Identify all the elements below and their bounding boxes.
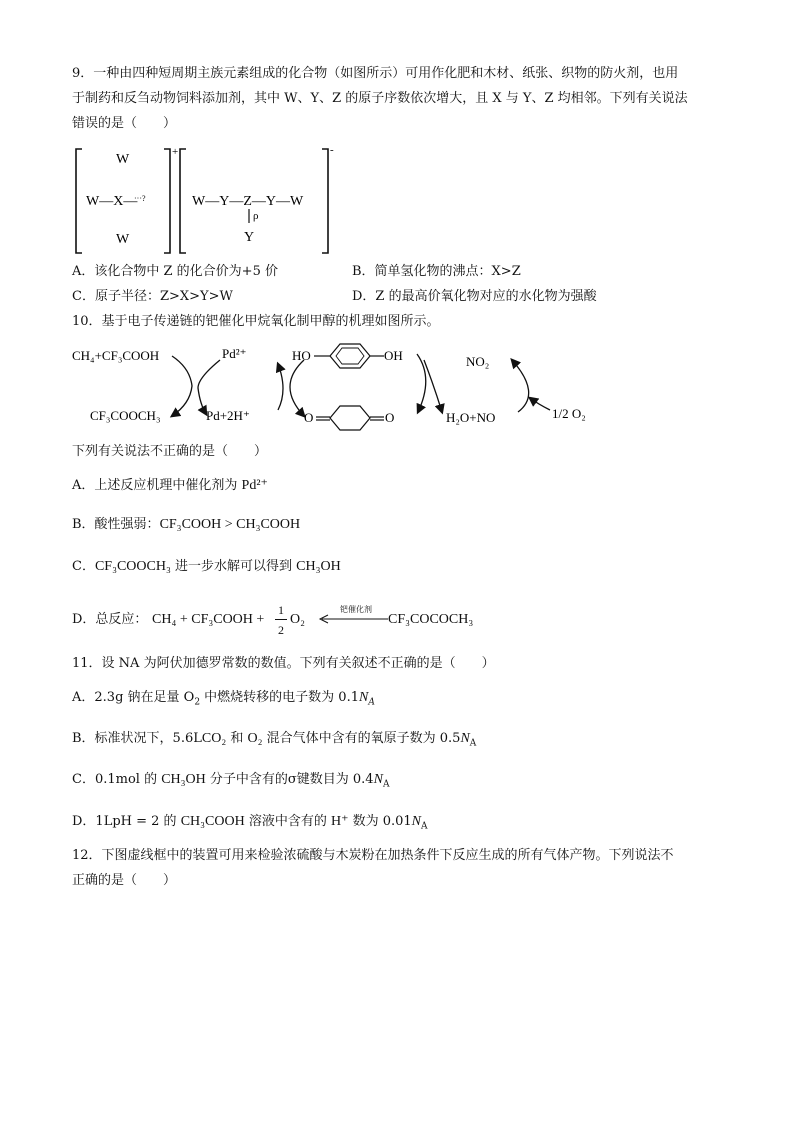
- q10-option-a: [72, 476, 268, 496]
- q11-option-d-text: D．1LpH = 2 的: [72, 814, 181, 829]
- cation-middle-right: ···?: [134, 194, 146, 203]
- oxygen-label: 1/2 O₂: [552, 406, 586, 421]
- q10-option-d-prefix: D．总反应：: [72, 612, 148, 627]
- no2-label: NO₂: [466, 354, 490, 369]
- q11-option-a-post: 中燃烧转移的电子数为 0.1: [200, 690, 359, 705]
- q11-option-b-na-sub: A: [469, 738, 477, 749]
- q11-option-c-na: N: [373, 772, 383, 787]
- water-no-label: H₂O+NO: [446, 410, 496, 425]
- cation-middle-left: W—X—: [86, 194, 138, 209]
- q10-option-a-formula: Pd²⁺: [241, 478, 268, 493]
- q11-option-b-post: 混合气体中含有的氧原子数为 0.5: [262, 731, 461, 746]
- q10-option-c: [72, 557, 341, 577]
- q10-option-b-text: B．酸性强弱：: [72, 517, 160, 532]
- q12-line-1: 12．下图虚线框中的装置可用来检验浓硫酸与木炭粉在加热条件下反应生成的所有气体产物。下列说法不: [72, 848, 674, 863]
- anion-charge: -: [330, 144, 334, 156]
- q10-option-a-text: A．上述反应机理中催化剂为: [72, 478, 242, 493]
- q11-option-b-text: B．标准状况下，5.6L: [72, 731, 202, 746]
- q11-option-b-mid: 和: [226, 731, 248, 746]
- hydroquinone-ho-label: HO: [292, 348, 311, 363]
- q10-option-c-formula-1: CF₃COOCH₃: [94, 559, 171, 574]
- product-label: CF₃COOCH₃: [90, 408, 161, 423]
- q10-line-2: 下列有关说法不正确的是（ ）: [72, 444, 268, 459]
- hydroquinone-oh-label: OH: [384, 348, 403, 363]
- q10-option-d-catalyst: 钯催化剂: [340, 605, 372, 614]
- q11-option-a-na: N: [359, 690, 369, 705]
- q9-line-1: 9．一种由四种短周期主族元素组成的化合物（如图所示）可用作化肥和木材、纸张、织物的防火剂，也用: [72, 66, 679, 81]
- q11-option-b: [72, 729, 476, 749]
- q11-option-b-o2: O₂: [247, 731, 263, 746]
- q10-option-b-formula: CF₃COOH > CH₃COOH: [159, 517, 301, 532]
- q11-option-d-na-sub: A: [421, 821, 428, 832]
- q11-option-a: [72, 688, 375, 708]
- q9-line-2: 于制药和反刍动物饲料添加剂，其中 W、Y、Z 的原子序数依次增大，且 X 与 Y、Z 均相邻。下列有关说法: [72, 91, 688, 106]
- q11-option-c-na-sub: A: [382, 779, 390, 790]
- q10-option-d-frac-den: 2: [278, 623, 284, 637]
- q11-option-c-ch3oh: CH₃OH: [161, 772, 206, 787]
- q10-option-c-mid: 进一步水解可以得到: [170, 559, 297, 574]
- q10-option-d-left: CH₄ + CF₃COOH +: [152, 612, 265, 627]
- q11-option-a-na-sub: A: [368, 697, 375, 708]
- anion-branch-label: ρ: [253, 210, 259, 222]
- q11-option-c: [72, 770, 389, 790]
- q11-option-a-sub: 2: [194, 697, 201, 708]
- benzoquinone-o-right: O: [385, 410, 395, 425]
- reactant-label: CH₄+CF₃COOH: [72, 348, 160, 363]
- q10-line-1: 10．基于电子传递链的钯催化甲烷氧化制甲醇的机理如图所示。: [72, 314, 440, 329]
- q12-line-2: 正确的是（ ）: [72, 873, 177, 888]
- q11-option-d-mid: 溶液中含有的: [244, 814, 331, 829]
- q11-option-d-acid: CH₃COOH: [180, 814, 245, 829]
- q11-option-c-post: 分子中含有的σ键数目为 0.4: [205, 772, 374, 787]
- cation-charge: +: [172, 146, 179, 158]
- q10-mechanism-diagram: [72, 338, 612, 438]
- q11-option-b-co2: CO₂: [201, 731, 227, 746]
- q11-option-d-na: N: [411, 814, 422, 829]
- q9-line-3: 错误的是（ ）: [72, 116, 177, 131]
- q10-option-c-prefix: C．: [72, 559, 95, 574]
- q11-option-b-na: N: [460, 731, 470, 746]
- q10-option-d-right: CF₃COCOCH₃: [388, 612, 474, 627]
- q10-option-c-formula-2: CH₃OH: [296, 559, 341, 574]
- q11-option-c-text: C．0.1mol 的: [72, 772, 162, 787]
- anion-chain: W—Y—Z—Y—W: [192, 194, 304, 209]
- cation-top-atom: W: [116, 152, 130, 167]
- q11-line-1: 11．设 NA 为阿伏加德罗常数的数值。下列有关叙述不正确的是（ ）: [72, 656, 495, 671]
- q11-option-d-h: H⁺: [330, 814, 349, 829]
- reaction-arrow-icon: [318, 614, 388, 624]
- benzoquinone-o-left: O: [304, 410, 314, 425]
- q10-option-d-o2: O₂: [290, 612, 305, 627]
- pd0-label: Pd+2H⁺: [206, 408, 250, 423]
- q11-option-d: [72, 812, 428, 832]
- q9-option-c: C．原子半径：Z>X>Y>W: [72, 289, 233, 304]
- pd2-label: Pd²⁺: [222, 346, 247, 361]
- q9-option-d: D．Z 的最高价氧化物对应的水化物为强酸: [352, 289, 597, 304]
- q10-option-b: [72, 515, 300, 535]
- anion-bottom-atom: Y: [244, 230, 255, 245]
- cation-bottom-atom: W: [116, 232, 130, 247]
- q11-option-d-post: 数为 0.01: [348, 814, 412, 829]
- q9-option-b: B．简单氢化物的沸点：X>Z: [352, 264, 521, 279]
- q9-structure-diagram: [72, 143, 342, 258]
- q10-option-d-frac-num: 1: [278, 603, 284, 617]
- q11-option-a-text: A．2.3g 钠在足量 O: [72, 690, 195, 705]
- q9-option-a: A．该化合物中 Z 的化合价为+5 价: [72, 264, 278, 279]
